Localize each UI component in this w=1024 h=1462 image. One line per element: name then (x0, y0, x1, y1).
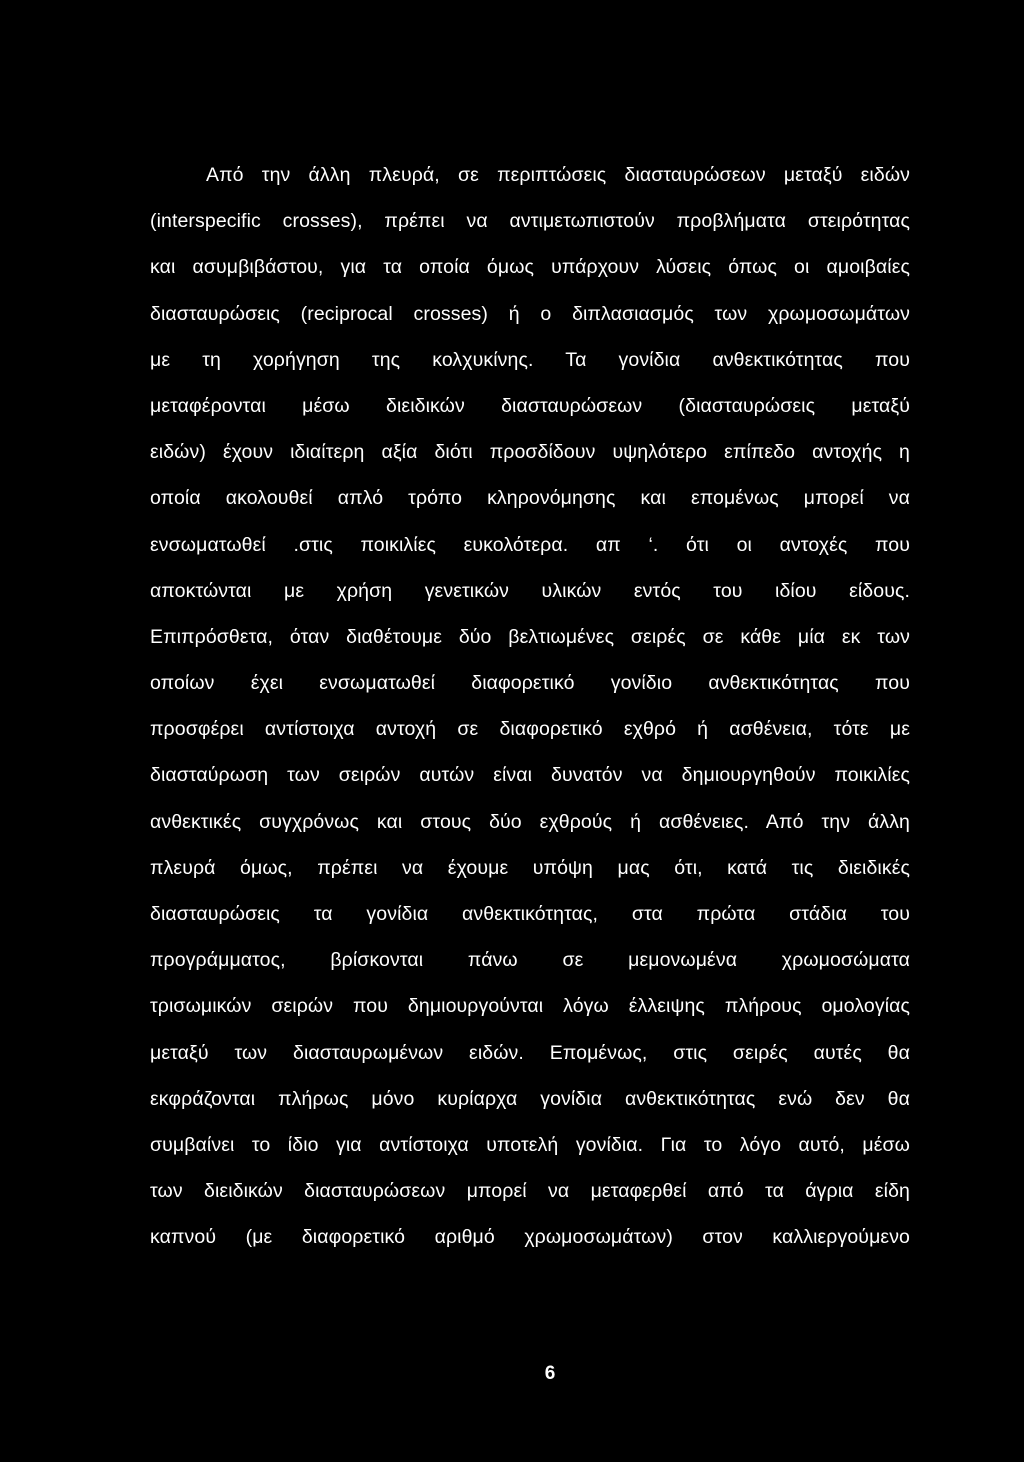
text-line: των διειδικών διασταυρώσεων μπορεί να μεταφερθεί από τα άγρια είδη (150, 1180, 910, 1203)
text-line: μεταξύ των διασταυρωμένων ειδών. Επομένως, στις σειρές αυτές θα (150, 1041, 910, 1064)
text-line: καπνού (με διαφορετικό αριθμό χρωμοσωμάτων) στον καλλιεργούμενο (150, 1226, 910, 1249)
text-line: ανθεκτικές συγχρόνως και στους δύο εχθρούς ή ασθένειες. Από την άλλη (150, 810, 910, 833)
text-line: εκφράζονται πλήρως μόνο κυρίαρχα γονίδια ανθεκτικότητας ενώ δεν θα (150, 1087, 910, 1110)
text-line: (interspecific crosses), πρέπει να αντιμετωπιστούν προβλήματα στειρότητας (150, 210, 910, 233)
text-line: πλευρά όμως, πρέπει να έχουμε υπόψη μας ότι, κατά τις διειδικές (150, 856, 910, 879)
text-line: συμβαίνει το ίδιο για αντίστοιχα υποτελή γονίδια. Για το λόγο αυτό, μέσω (150, 1133, 910, 1156)
text-line: ενσωματωθεί .στις ποικιλίες ευκολότερα. απ ‘. ότι οι αντοχές που (150, 533, 910, 556)
text-line: αποκτώνται με χρήση γενετικών υλικών εντός του ιδίου είδους. (150, 579, 910, 602)
text-line: με τη χορήγηση της κολχυκίνης. Τα γονίδια ανθεκτικότητας που (150, 348, 910, 371)
text-line: οποία ακολουθεί απλό τρόπο κληρονόμησης και επομένως μπορεί να (150, 487, 910, 510)
page-number: 6 (544, 1363, 556, 1384)
body-paragraph (150, 152, 910, 1261)
text-line: και ασυμβιβάστου, για τα οποία όμως υπάρχουν λύσεις όπως οι αμοιβαίες (150, 256, 910, 279)
text-line: προσφέρει αντίστοιχα αντοχή σε διαφορετικό εχθρό ή ασθένεια, τότε με (150, 718, 910, 741)
text-line: οποίων έχει ενσωματωθεί διαφορετικό γονίδιο ανθεκτικότητας που (150, 672, 910, 695)
text-line: διασταυρώσεις τα γονίδια ανθεκτικότητας, στα πρώτα στάδια του (150, 903, 910, 925)
text-line: Από την άλλη πλευρά, σε περιπτώσεις διασταυρώσεων μεταξύ ειδών (206, 164, 910, 186)
text-line: μεταφέρονται μέσω διειδικών διασταυρώσεων (διασταυρώσεις μεταξύ (150, 394, 910, 417)
text-line: διασταυρώσεις (reciprocal crosses) ή ο διπλασιασμός των χρωμοσωμάτων (150, 302, 910, 325)
text-line: ειδών) έχουν ιδιαίτερη αξία διότι προσδίδουν υψηλότερο επίπεδο αντοχής η (150, 441, 910, 464)
text-line: τρισωμικών σειρών που δημιουργούνται λόγω έλλειψης πλήρους ομολογίας (150, 995, 910, 1018)
text-line: Επιπρόσθετα, όταν διαθέτουμε δύο βελτιωμένες σειρές σε κάθε μία εκ των (150, 625, 910, 648)
text-line: διασταύρωση των σειρών αυτών είναι δυνατόν να δημιουργηθούν ποικιλίες (150, 764, 910, 787)
text-line: προγράμματος, βρίσκονται πάνω σε μεμονωμένα χρωμοσώματα (150, 949, 910, 972)
